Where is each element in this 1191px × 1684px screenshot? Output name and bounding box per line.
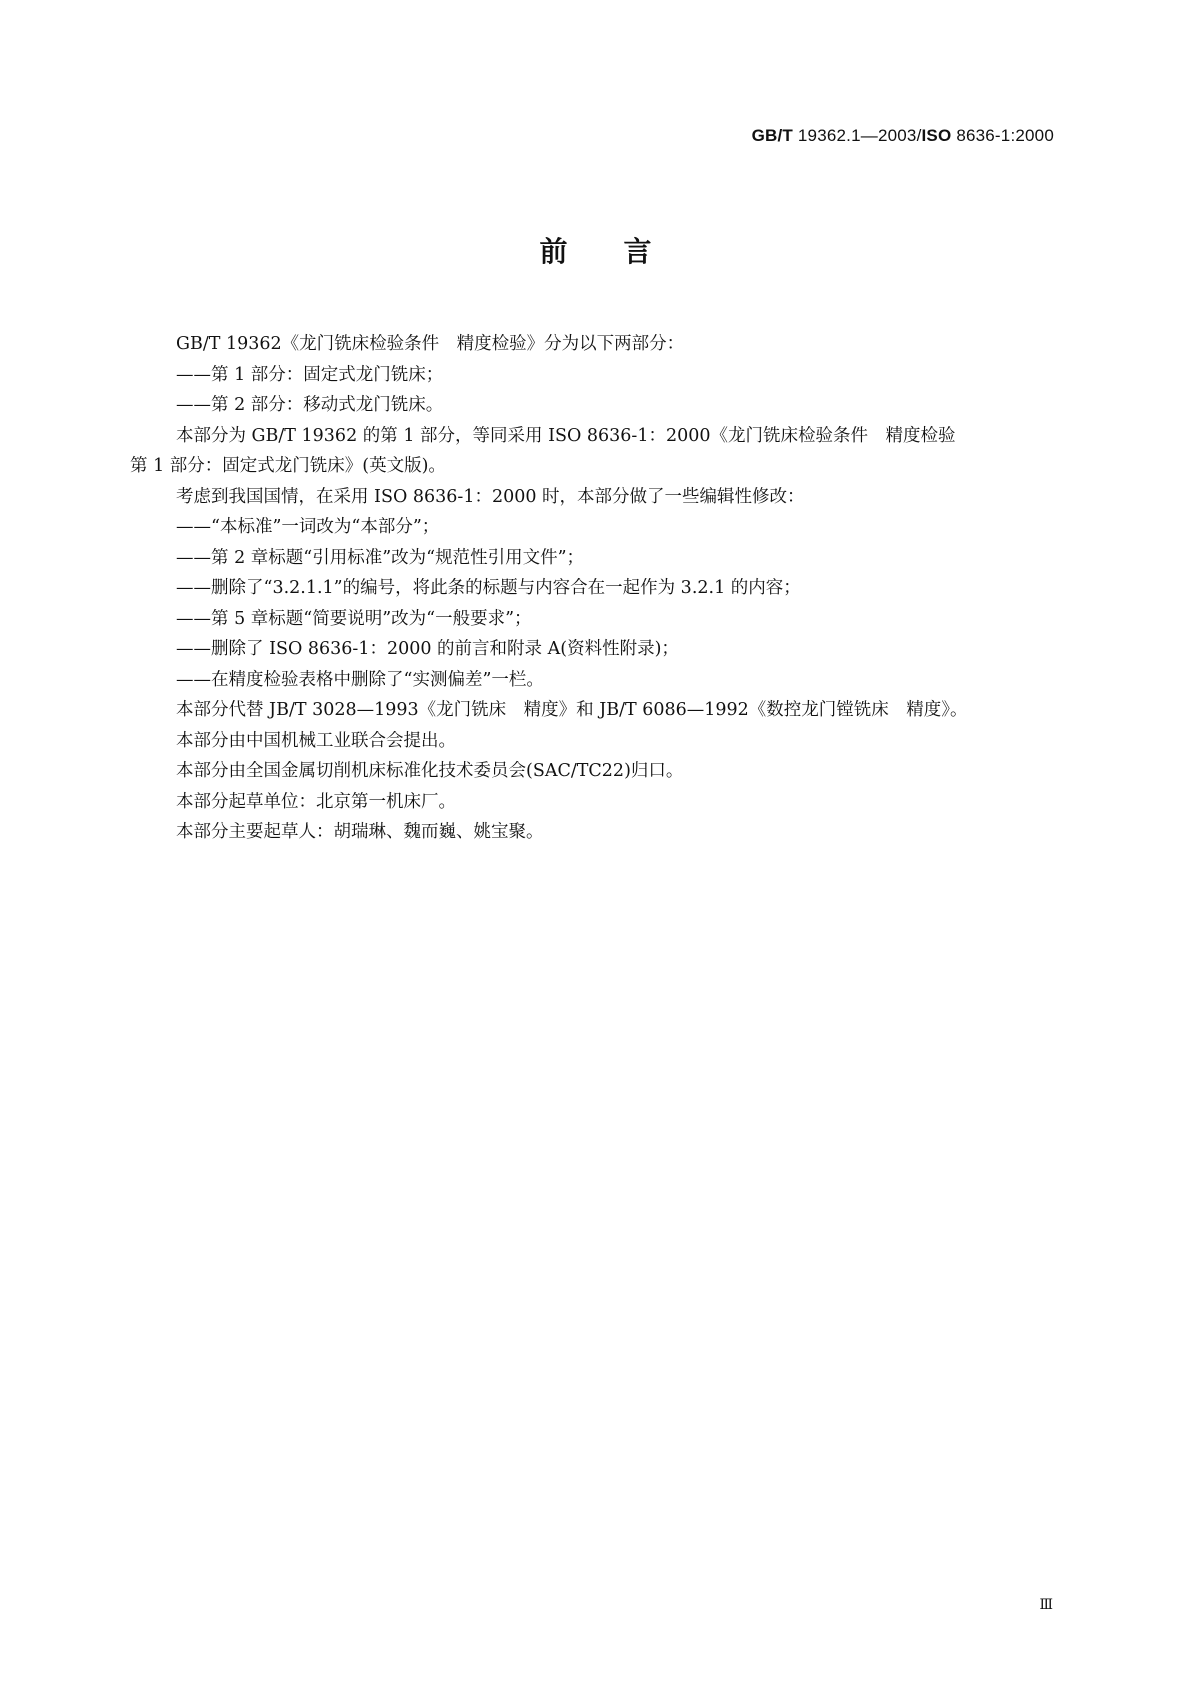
standard-prefix-gbt: GB/T [751,126,793,145]
list-item-mod6: ——在精度检验表格中删除了“实测偏差”一栏。 [176,669,544,690]
paragraph-proposed-by: 本部分由中国机械工业联合会提出。 [176,730,456,751]
iso-number: 8636-1:2000 [951,126,1054,145]
paragraph-replaces: 本部分代替 JB/T 3028—1993《龙门铣床 精度》和 JB/T 6086—1992《数控龙门镗铣床 精度》。 [176,700,968,720]
list-item-part2: ——第 2 部分：移动式龙门铣床。 [176,395,444,415]
paragraph-modifications: 考虑到我国国情，在采用 ISO 8636-1：2000 时，本部分做了一些编辑性修改： [176,486,805,507]
list-item-mod5: ——删除了 ISO 8636-1：2000 的前言和附录 A(资料性附录)； [176,639,679,659]
document-code-header [752,126,1054,146]
paragraph-drafting-unit: 本部分起草单位：北京第一机床厂。 [176,791,456,812]
page-title: 前言 [539,235,708,268]
list-item-mod3: ——删除了“3.2.1.1”的编号，将此条的标题与内容合在一起作为 3.2.1 的内容； [176,578,801,598]
list-item-mod4: ——第 5 章标题“简要说明”改为“一般要求”； [176,608,532,629]
list-item-mod2: ——第 2 章标题“引用标准”改为“规范性引用文件”； [176,547,585,568]
paragraph-adoption-line1: 本部分为 GB/T 19362 的第 1 部分，等同采用 ISO 8636-1：2000《龙门铣床检验条件 精度检验 [176,425,956,446]
paragraph-centralized-by: 本部分由全国金属切削机床标准化技术委员会(SAC/TC22)归口。 [176,761,684,781]
standard-prefix-iso: ISO [921,126,952,145]
paragraph-intro: GB/T 19362《龙门铣床检验条件 精度检验》分为以下两部分： [176,334,685,354]
page-number: Ⅲ [1039,1597,1054,1613]
paragraph-adoption-line2: 第 1 部分：固定式龙门铣床》(英文版)。 [130,456,446,476]
list-item-mod1: ——“本标准”一词改为“本部分”； [176,517,440,537]
list-item-part1: ——第 1 部分：固定式龙门铣床； [176,364,444,385]
standard-number: 19362.1—2003/ [792,126,922,145]
paragraph-drafters: 本部分主要起草人：胡瑞琳、魏而巍、姚宝聚。 [176,822,544,842]
foreword-body [130,329,1060,848]
